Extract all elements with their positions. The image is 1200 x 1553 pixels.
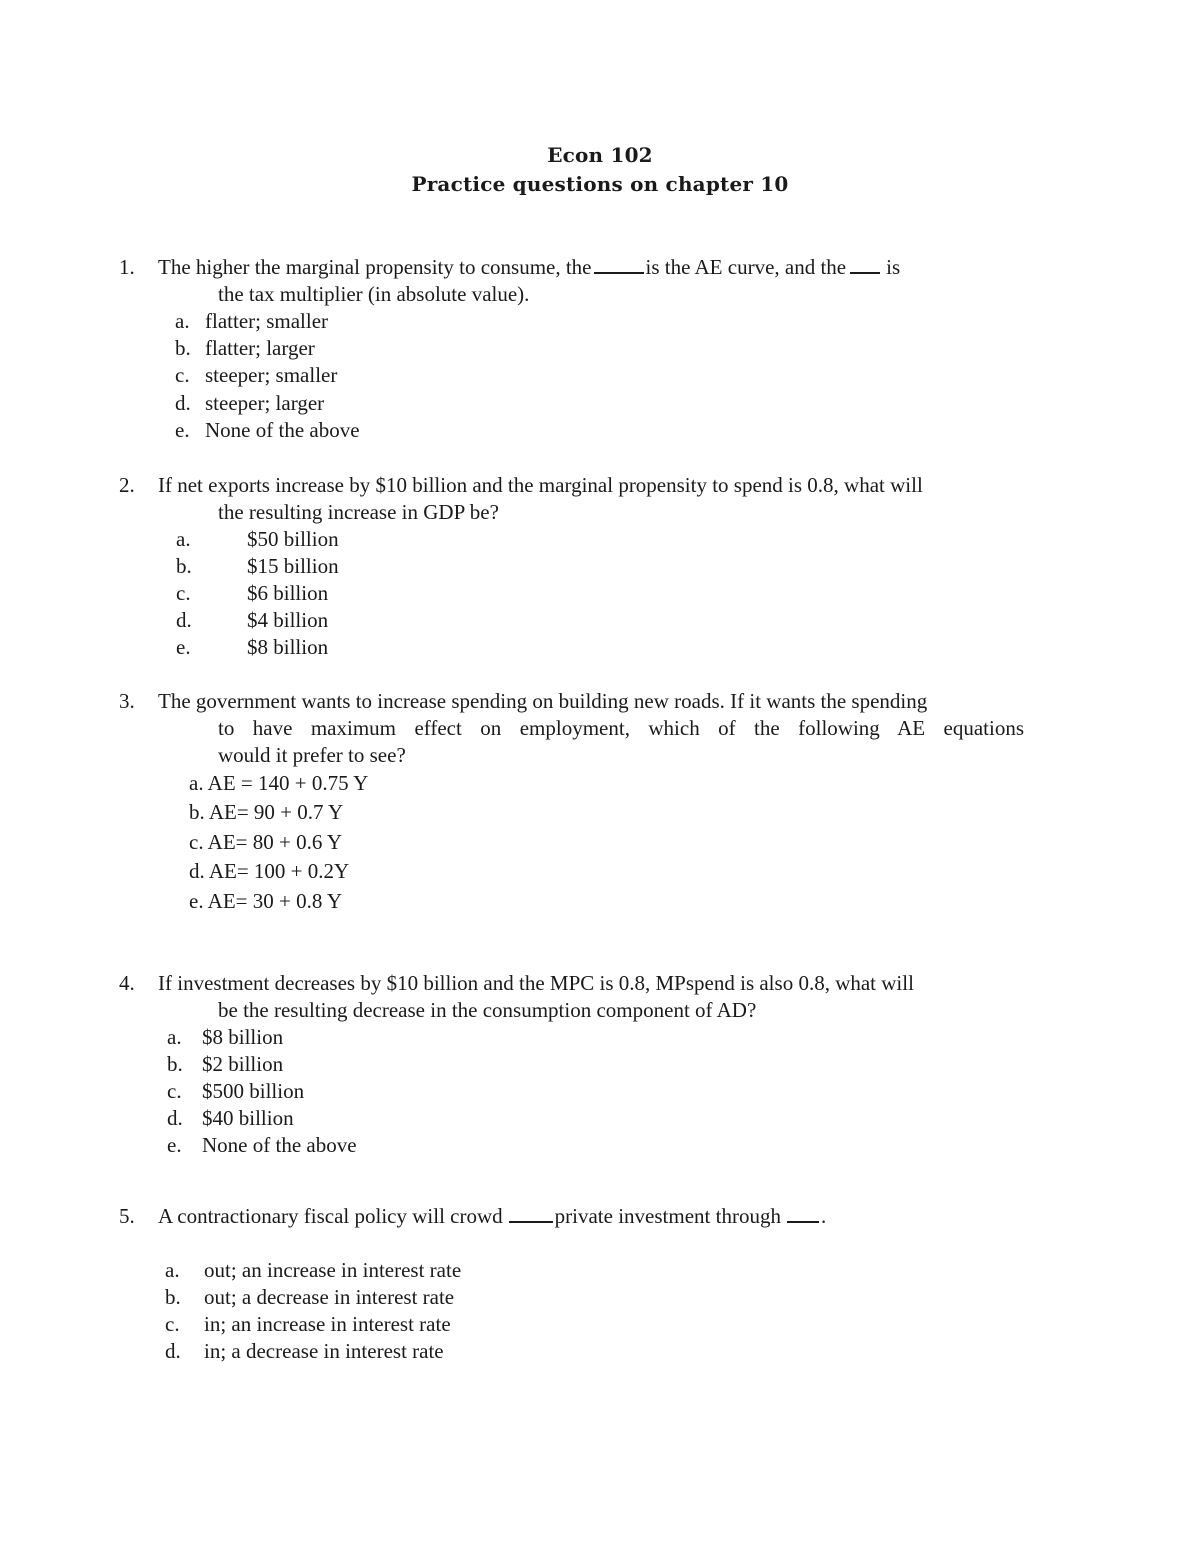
option-text: e. AE= 30 + 0.8 Y <box>189 889 342 913</box>
option-text: steeper; larger <box>205 391 325 415</box>
option-text: d. AE= 100 + 0.2Y <box>189 859 350 883</box>
option-text: flatter; larger <box>205 336 315 360</box>
option-text: $8 billion <box>247 635 329 659</box>
option-letter: a. <box>167 1025 182 1049</box>
option-text: out; a decrease in interest rate <box>204 1285 455 1309</box>
answer-blank <box>850 254 880 274</box>
option-text: in; an increase in interest rate <box>204 1312 451 1336</box>
question-stem-line-1: If net exports increase by $10 billion and the marginal propensity to spend is 0.8, what will <box>158 473 923 497</box>
option-letter: e. <box>167 1133 182 1157</box>
question-number: 5. <box>119 1204 135 1228</box>
option-letter: b. <box>175 336 191 360</box>
option-letter: e. <box>176 635 191 659</box>
option-text: $50 billion <box>247 527 339 551</box>
option-letter: d. <box>175 391 191 415</box>
option-text: flatter; smaller <box>205 309 329 333</box>
option-letter: e. <box>175 418 190 442</box>
question-stem-line-1: The higher the marginal propensity to consume, the is the AE curve, and the is <box>158 255 901 279</box>
option-letter: d. <box>176 608 192 632</box>
option-text: a. AE = 140 + 0.75 Y <box>189 771 369 795</box>
answer-blank <box>787 1203 819 1223</box>
option-letter: a. <box>165 1258 180 1282</box>
option-letter: b. <box>165 1285 181 1309</box>
option-text: $15 billion <box>247 554 339 578</box>
option-letter: b. <box>167 1052 183 1076</box>
option-text: in; a decrease in interest rate <box>204 1339 444 1363</box>
option-text: $4 billion <box>247 608 329 632</box>
course-title: Econ 102 <box>547 143 653 167</box>
document-subtitle: Practice questions on chapter 10 <box>411 172 789 196</box>
question-number: 2. <box>119 473 135 497</box>
question-number: 4. <box>119 971 135 995</box>
option-text: $2 billion <box>202 1052 284 1076</box>
question-stem-line-2: be the resulting decrease in the consumption component of AD? <box>218 998 757 1022</box>
option-letter: b. <box>176 554 192 578</box>
option-text: None of the above <box>202 1133 357 1157</box>
answer-blank <box>509 1203 553 1223</box>
option-text: $40 billion <box>202 1106 294 1130</box>
option-letter: c. <box>165 1312 180 1336</box>
question-stem-line-1: If investment decreases by $10 billion and the MPC is 0.8, MPspend is also 0.8, what will <box>158 971 914 995</box>
option-text: $500 billion <box>202 1079 305 1103</box>
option-letter: c. <box>176 581 191 605</box>
option-letter: a. <box>175 309 190 333</box>
option-letter: a. <box>176 527 191 551</box>
option-letter: d. <box>167 1106 183 1130</box>
option-letter: d. <box>165 1339 181 1363</box>
option-text: steeper; smaller <box>205 363 338 387</box>
option-letter: c. <box>175 363 190 387</box>
answer-blank <box>594 254 644 274</box>
question-stem-line-3: would it prefer to see? <box>218 743 406 767</box>
option-text: b. AE= 90 + 0.7 Y <box>189 800 344 824</box>
question-stem-line-2: the resulting increase in GDP be? <box>218 500 499 524</box>
option-text: $6 billion <box>247 581 329 605</box>
question-stem-line-2: to have maximum effect on employment, which of the following AE equations <box>218 716 1024 740</box>
question-stem-line-1: The government wants to increase spending on building new roads. If it wants the spending <box>158 689 928 713</box>
option-text: out; an increase in interest rate <box>204 1258 462 1282</box>
option-letter: c. <box>167 1079 182 1103</box>
option-text: $8 billion <box>202 1025 284 1049</box>
question-number: 1. <box>119 255 135 279</box>
question-stem-line-2: the tax multiplier (in absolute value). <box>218 282 530 306</box>
option-text: None of the above <box>205 418 360 442</box>
question-number: 3. <box>119 689 135 713</box>
option-text: c. AE= 80 + 0.6 Y <box>189 830 342 854</box>
question-stem-line-1: A contractionary fiscal policy will crowd private investment through . <box>158 1204 827 1228</box>
